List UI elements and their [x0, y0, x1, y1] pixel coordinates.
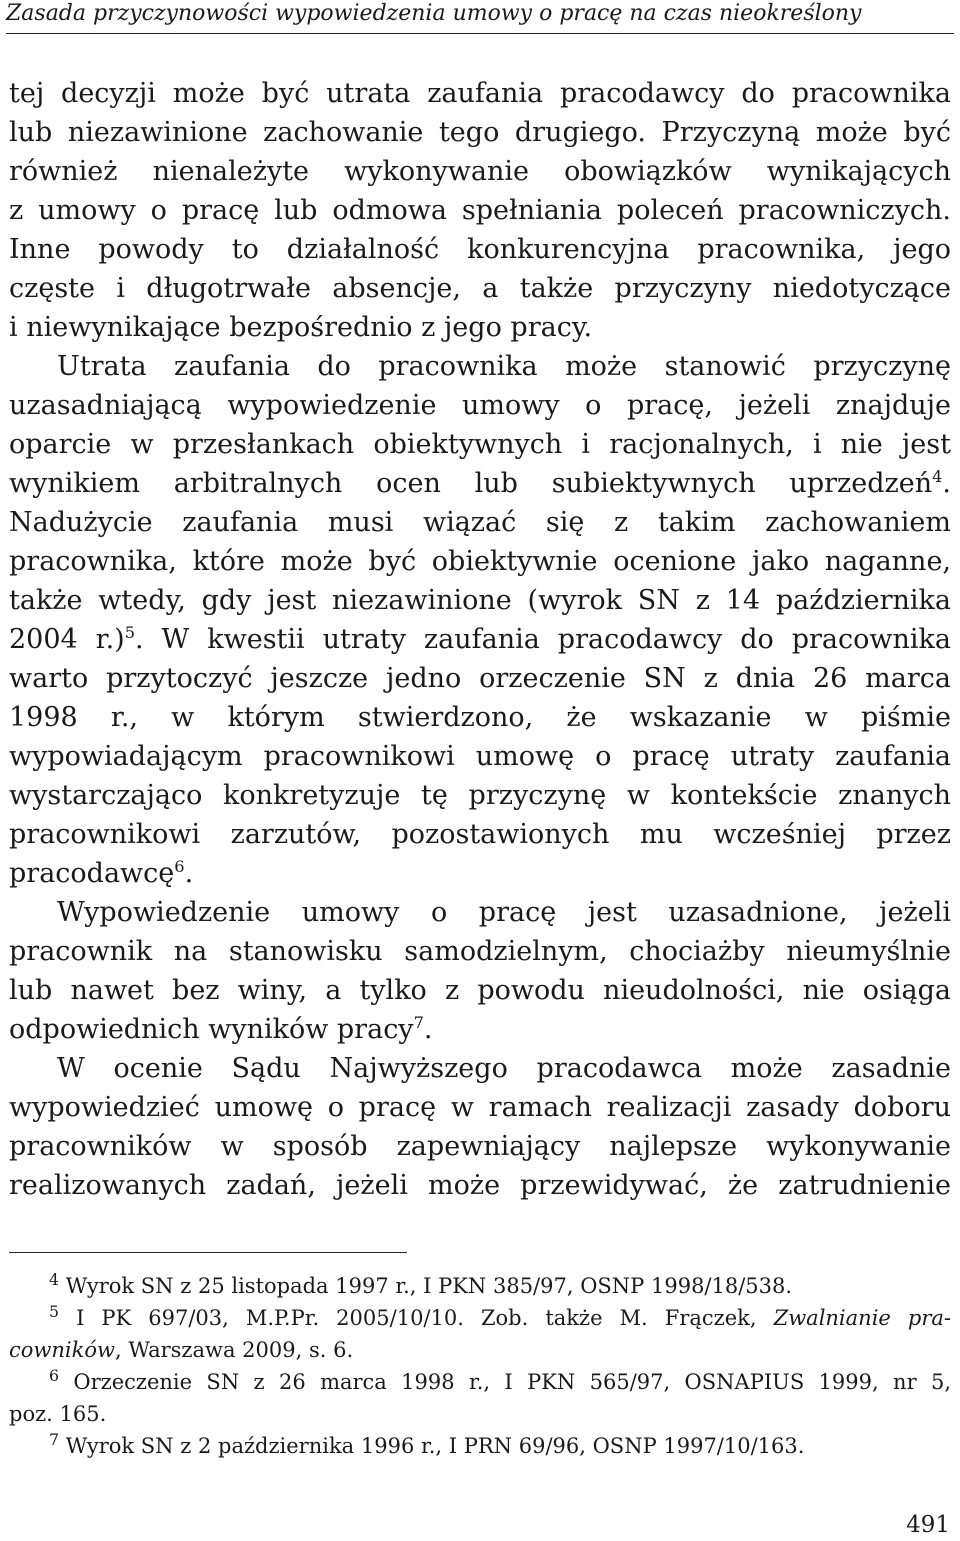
- body-line-with-footnote: [9, 854, 951, 893]
- body-line: oparcie w przesłankach obiektywnych i racjonalnych, i nie jest: [9, 429, 951, 460]
- footnote-cited-title: Zwalnianie pra-: [773, 1306, 951, 1330]
- body-line: Utrata zaufania do pracownika może stanowić przyczynę: [57, 351, 951, 382]
- body-line-text: wynikiem arbitralnych ocen lub subiektywnych uprzedzeń: [9, 468, 933, 499]
- footnote-number: 7: [49, 1430, 60, 1449]
- header-rule: [6, 33, 954, 34]
- footnote-cited-title: cowników: [9, 1338, 115, 1362]
- body-text: [9, 74, 951, 1205]
- body-line: realizowanych zadań, jeżeli może przewidywać, że zatrudnienie: [9, 1170, 951, 1201]
- body-line: Nadużycie zaufania musi wiązać się z takim zachowaniem: [9, 507, 951, 538]
- footnote-text: Orzeczenie SN z 26 marca 1998 r., I PKN 565/97, OSNAPIUS 1999, nr 5,: [73, 1370, 951, 1394]
- footnote-5: [9, 1302, 951, 1334]
- body-line: wypowiedzieć umowę o pracę w ramach realizacji zasady doboru: [9, 1092, 951, 1123]
- body-line: i niewynikające bezpośrednio z jego pracy.: [9, 312, 593, 343]
- body-line: Wypowiedzenie umowy o pracę jest uzasadnione, jeżeli: [57, 897, 951, 928]
- body-line: lub niezawinione zachowanie tego drugiego. Przyczyną może być: [9, 117, 951, 148]
- body-line: uzasadniającą wypowiedzenie umowy o pracę, jeżeli znajduje: [9, 390, 951, 421]
- footnote-6: [9, 1366, 951, 1398]
- body-line: wystarczająco konkretyzuje tę przyczynę w kontekście znanych: [9, 780, 951, 811]
- body-line-with-footnote: [9, 464, 951, 503]
- body-line: pracowników w sposób zapewniający najlepsze wykonywanie: [9, 1131, 951, 1162]
- body-line: tej decyzji może być utrata zaufania pracodawcy do pracownika: [9, 78, 951, 109]
- page-number: 491: [906, 1512, 950, 1538]
- body-line: pracownika, które może być obiektywnie ocenione jako naganne,: [9, 546, 951, 577]
- body-line-text: pracodawcę: [9, 858, 175, 889]
- footnote-text: , Warszawa 2009, s. 6.: [114, 1338, 354, 1362]
- body-line-text: odpowiednich wyników pracy: [9, 1014, 414, 1045]
- body-line: warto przytoczyć jeszcze jedno orzeczenie SN z dnia 26 marca: [9, 663, 951, 694]
- body-line: pracownik na stanowisku samodzielnym, chociażby nieumyślnie: [9, 936, 951, 967]
- footnote-7: [9, 1430, 951, 1462]
- footnote-text: Wyrok SN z 25 listopada 1997 r., I PKN 385/97, OSNP 1998/18/538.: [65, 1274, 793, 1298]
- footnotes: [9, 1270, 951, 1462]
- body-line: pracownikowi zarzutów, pozostawionych mu wcześniej przez: [9, 819, 951, 850]
- footnote-4: [9, 1270, 951, 1302]
- body-line: z umowy o pracę lub odmowa spełniania poleceń pracowniczych.: [9, 195, 951, 226]
- body-line: Inne powody to działalność konkurencyjna pracownika, jego: [9, 234, 951, 265]
- footnote-ref-6: 6: [174, 857, 185, 876]
- body-line: częste i długotrwałe absencje, a także przyczyny niedotyczące: [9, 273, 951, 304]
- footnote-text: Wyrok SN z 2 października 1996 r., I PRN 69/96, OSNP 1997/10/163.: [65, 1434, 805, 1458]
- running-header: Zasada przyczynowości wypowiedzenia umowy o pracę na czas nieokreślony: [6, 1, 862, 26]
- body-line-tail: . W kwestii utraty zaufania pracodawcy do pracownika: [135, 624, 951, 655]
- footnote-5-continued: [9, 1334, 951, 1366]
- body-line: również nienależyte wykonywanie obowiązków wynikających: [9, 156, 951, 187]
- body-line-tail: .: [184, 858, 194, 889]
- footnote-number: 4: [49, 1270, 60, 1289]
- body-line-text: 2004 r.): [9, 624, 125, 655]
- footnote-ref-4: 4: [932, 467, 943, 486]
- body-line: także wtedy, gdy jest niezawinione (wyrok SN z 14 października: [9, 585, 951, 616]
- body-line-tail: .: [423, 1014, 433, 1045]
- footnote-6-continued: [9, 1398, 951, 1430]
- footnote-text: I PK 697/03, M.P.Pr. 2005/10/10. Zob. także M. Frączek,: [76, 1306, 774, 1330]
- body-line-tail: .: [942, 468, 951, 499]
- body-line: 1998 r., w którym stwierdzono, że wskazanie w piśmie: [9, 702, 951, 733]
- footnote-ref-7: 7: [413, 1013, 424, 1032]
- footnote-ref-5: 5: [124, 623, 136, 642]
- body-line: W ocenie Sądu Najwyższego pracodawca może zasadnie: [57, 1053, 951, 1084]
- footnote-number: 5: [49, 1302, 60, 1321]
- body-line: wypowiadającym pracownikowi umowę o pracę utraty zaufania: [9, 741, 951, 772]
- body-line: lub nawet bez winy, a tylko z powodu nieudolności, nie osiąga: [9, 975, 951, 1006]
- body-line-with-footnote: [9, 1010, 951, 1049]
- body-line-with-footnote: [9, 620, 951, 659]
- footnote-text: poz. 165.: [9, 1402, 107, 1426]
- footnote-number: 6: [49, 1366, 60, 1385]
- footnote-rule: [9, 1252, 407, 1253]
